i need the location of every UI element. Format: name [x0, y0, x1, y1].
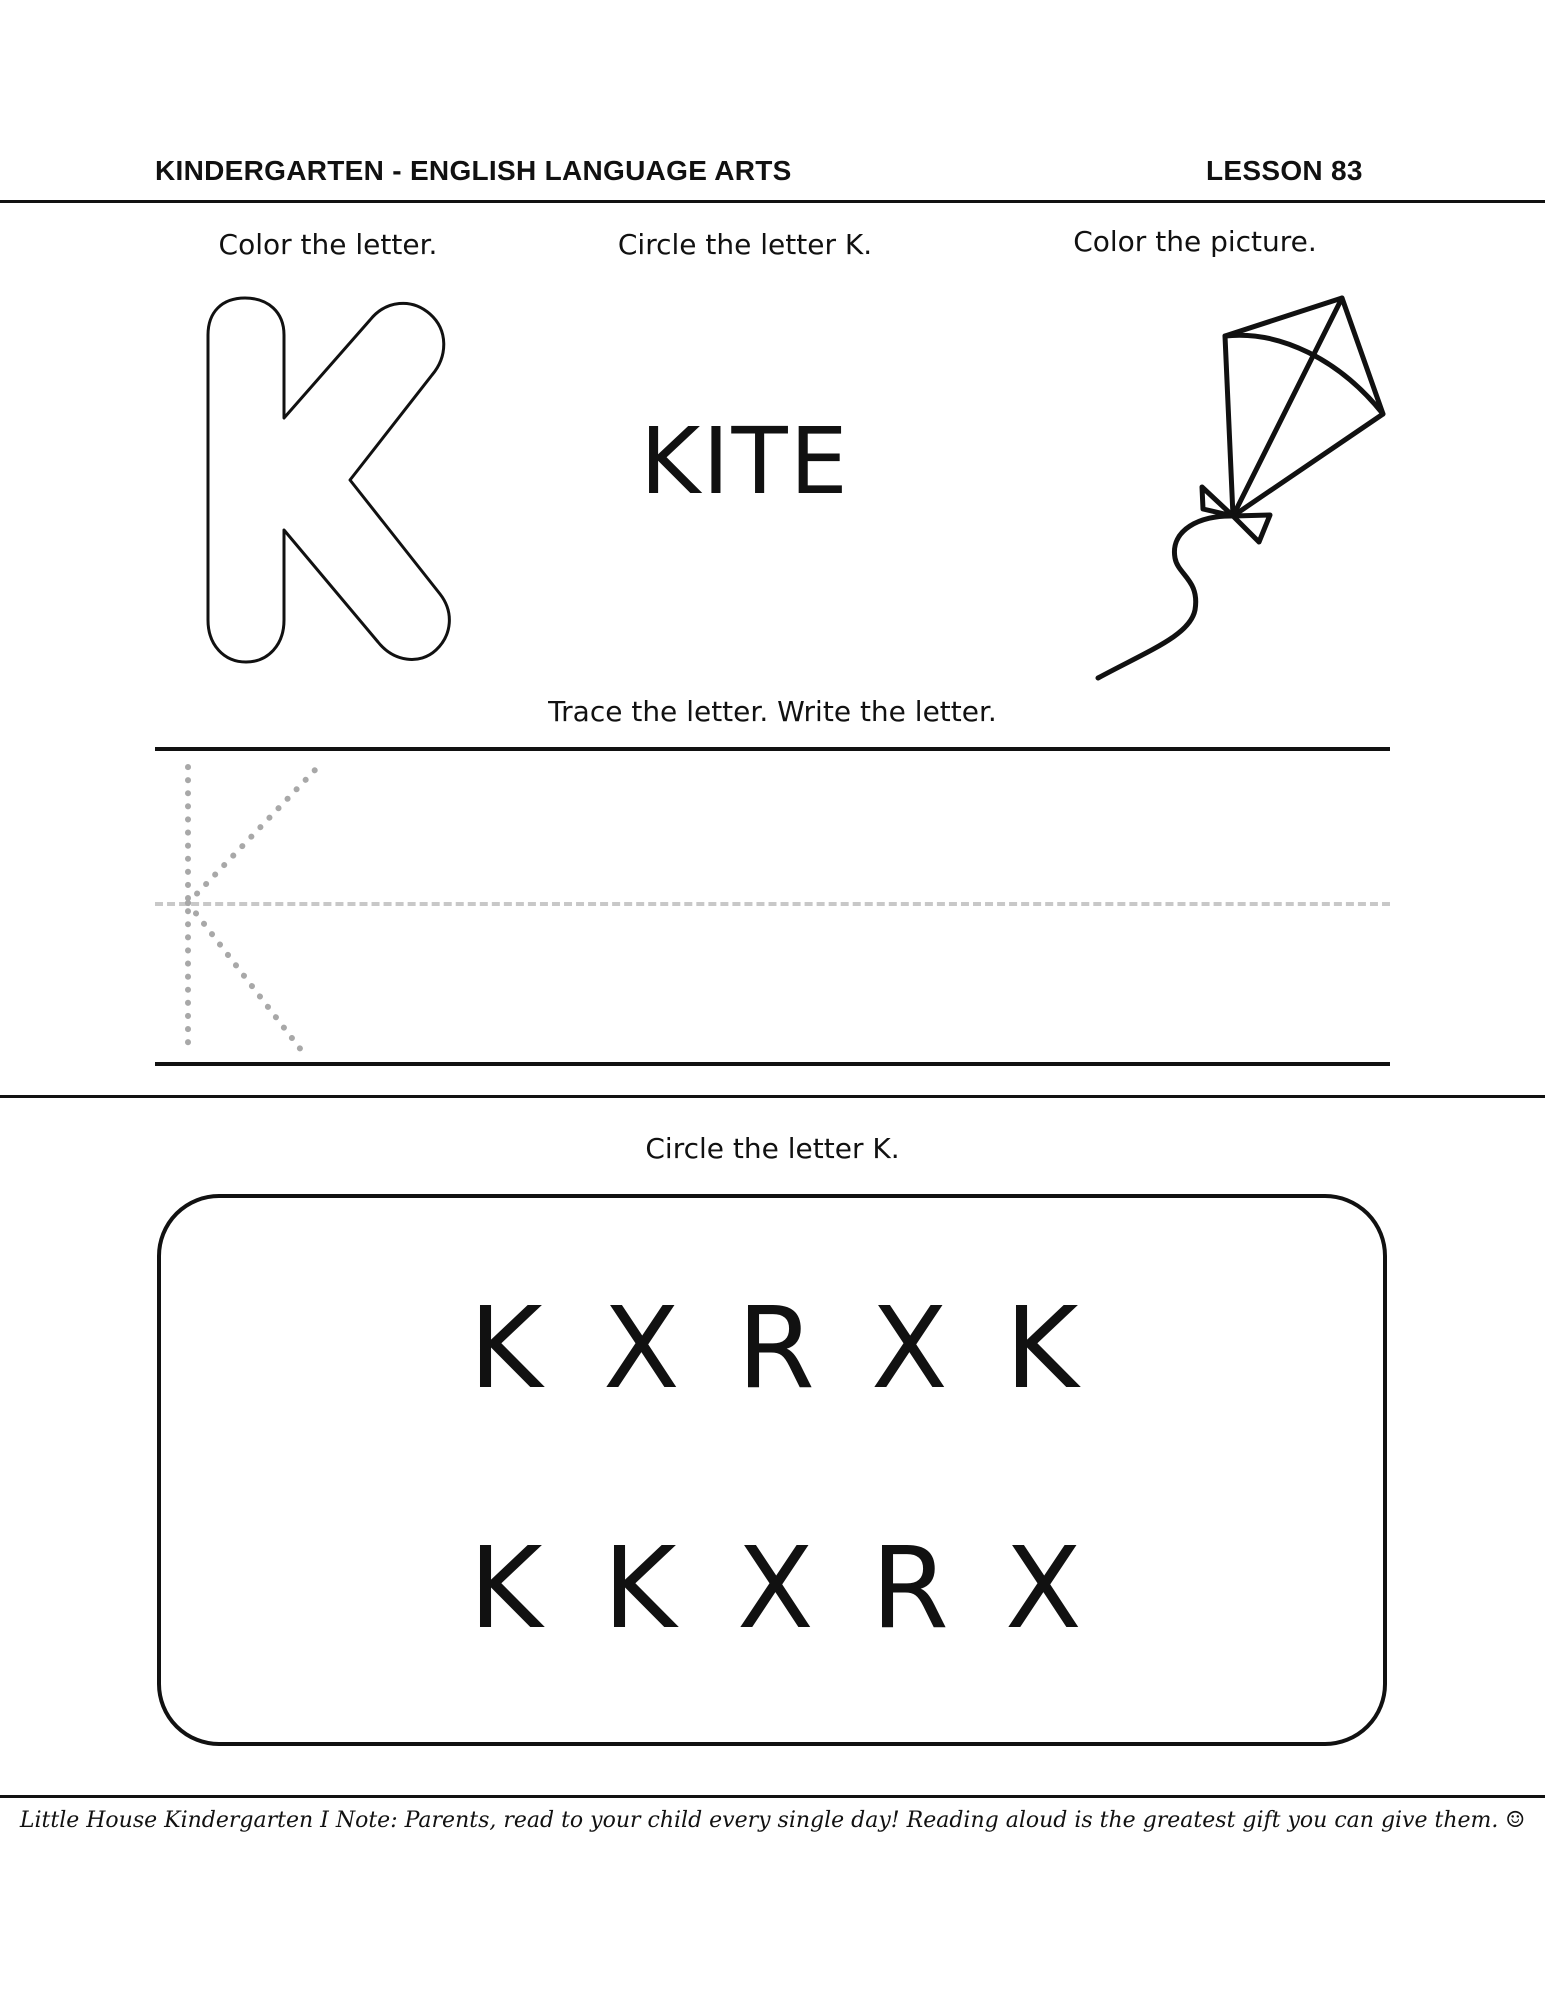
letter-item[interactable]: K: [469, 1524, 543, 1654]
letters-box: [157, 1194, 1387, 1746]
letter-item[interactable]: R: [737, 1284, 815, 1414]
letter-row-2: [161, 1524, 1383, 1654]
color-letter-instruction: Color the letter.: [218, 228, 438, 261]
kite-icon: [1090, 290, 1390, 690]
letter-item[interactable]: K: [603, 1524, 677, 1654]
section-divider: [0, 1095, 1545, 1098]
letter-item[interactable]: X: [871, 1284, 948, 1414]
letter-item[interactable]: K: [1005, 1284, 1079, 1414]
dotted-letter-k: [170, 755, 330, 1065]
letter-item[interactable]: R: [871, 1524, 949, 1654]
color-picture-instruction: Color the picture.: [1073, 225, 1317, 258]
letter-item[interactable]: X: [1005, 1524, 1082, 1654]
trace-top-line: [155, 747, 1390, 751]
footer-divider: [0, 1795, 1545, 1798]
letter-row-1: [161, 1284, 1383, 1414]
letter-item[interactable]: X: [737, 1524, 814, 1654]
circle-letter-instruction: Circle the letter K.: [617, 228, 873, 261]
course-title: KINDERGARTEN - ENGLISH LANGUAGE ARTS: [155, 155, 792, 186]
header-divider: [0, 200, 1545, 203]
word-kite: KITE: [640, 408, 850, 515]
letter-item[interactable]: X: [603, 1284, 680, 1414]
trace-instruction: Trace the letter. Write the letter.: [548, 695, 997, 728]
letter-item[interactable]: K: [469, 1284, 543, 1414]
bubble-letter-k: [200, 290, 470, 670]
trace-midline: [155, 902, 1390, 906]
lesson-number: LESSON 83: [1206, 155, 1363, 186]
footer-note: Little House Kindergarten I Note: Parents, read to your child every single day! Reading aloud is the greatest gift you can give them. ☺: [19, 1808, 1526, 1833]
trace-bottom-line: [155, 1062, 1390, 1066]
circle-letter-instruction-2: Circle the letter K.: [645, 1132, 900, 1165]
